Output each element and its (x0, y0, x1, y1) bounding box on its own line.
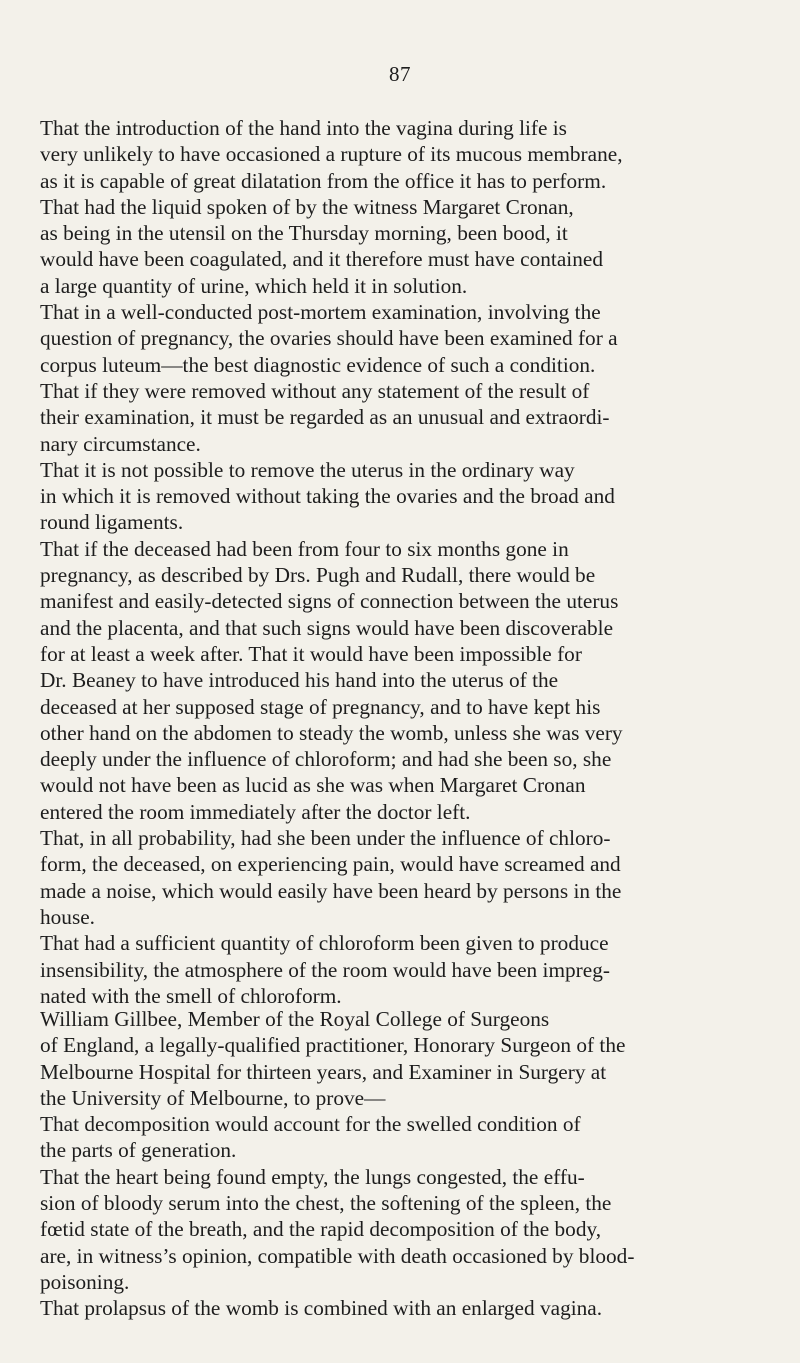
text-line: That it is not possible to remove the uterus in the ordinary way (40, 457, 575, 482)
text-line: manifest and easily-detected signs of connection between the uterus (40, 589, 619, 614)
text-line: That had the liquid spoken of by the witness Margaret Cronan, (40, 194, 574, 219)
text-line: of England, a legally-qualified practitioner, Honorary Surgeon of the (40, 1033, 626, 1058)
text-line: insensibility, the atmosphere of the room would have been impreg- (40, 957, 610, 982)
text-line: That in a well-conducted post-mortem examination, involving the (40, 300, 601, 325)
text-line: That prolapsus of the womb is combined with an enlarged vagina. (40, 1296, 603, 1321)
text-line: That if they were removed without any statement of the result of (40, 378, 590, 403)
testimony-block-a (40, 115, 754, 1009)
text-line: round ligaments. (40, 510, 184, 535)
text-line: nated with the smell of chloroform. (40, 983, 342, 1008)
text-line: nary circumstance. (40, 431, 201, 456)
text-line: very unlikely to have occasioned a rupture of its mucous membrane, (40, 142, 623, 167)
text-line: form, the deceased, on experiencing pain, would have screamed and (40, 852, 621, 877)
text-line: That decomposition would account for the swelled condition of (40, 1112, 581, 1137)
text-line: the parts of generation. (40, 1138, 237, 1163)
text-line: question of pregnancy, the ovaries should have been examined for a (40, 326, 618, 351)
text-line: and the placenta, and that such signs would have been discoverable (40, 615, 614, 640)
text-line: That the heart being found empty, the lungs congested, the effu- (40, 1164, 585, 1189)
text-line: house. (40, 904, 96, 929)
text-line: William Gillbee, Member of the Royal College of Surgeons (40, 1007, 550, 1031)
text-line: deeply under the influence of chloroform; and had she been so, she (40, 747, 612, 772)
text-line: made a noise, which would easily have been heard by persons in the (40, 878, 622, 903)
text-line: Melbourne Hospital for thirteen years, and Examiner in Surgery at (40, 1059, 607, 1084)
text-line: pregnancy, as described by Drs. Pugh and Rudall, there would be (40, 563, 596, 588)
page-number: 87 (389, 62, 411, 86)
text-line: That, in all probability, had she been under the influence of chloro- (40, 826, 611, 851)
text-line: deceased at her supposed stage of pregnancy, and to have kept his (40, 694, 601, 719)
text-line: would not have been as lucid as she was when Margaret Cronan (40, 773, 586, 798)
text-line: their examination, it must be regarded as an unusual and extraordi- (40, 405, 610, 430)
text-line: poisoning. (40, 1269, 130, 1294)
text-line: That had a sufficient quantity of chloroform been given to produce (40, 931, 609, 956)
testimony-block-b (40, 1006, 754, 1322)
text-line: fœtid state of the breath, and the rapid decomposition of the body, (40, 1217, 602, 1242)
text-line: as being in the utensil on the Thursday morning, been bood, it (40, 221, 568, 246)
text-line: for at least a week after. That it would have been impossible for (40, 641, 582, 666)
text-line: other hand on the abdomen to steady the womb, unless she was very (40, 720, 623, 745)
text-line: corpus luteum—the best diagnostic evidence of such a condition. (40, 352, 596, 377)
text-line: would have been coagulated, and it therefore must have contained (40, 247, 603, 272)
text-line: That the introduction of the hand into the vagina during life is (40, 116, 567, 140)
text-line: a large quantity of urine, which held it in solution. (40, 273, 468, 298)
text-line: are, in witness’s opinion, compatible with death occasioned by blood- (40, 1243, 635, 1268)
text-line: in which it is removed without taking the ovaries and the broad and (40, 484, 615, 509)
text-line: the University of Melbourne, to prove— (40, 1085, 386, 1110)
text-line: as it is capable of great dilatation from the office it has to perform. (40, 168, 607, 193)
text-line: sion of bloody serum into the chest, the softening of the spleen, the (40, 1191, 612, 1216)
text-line: That if the deceased had been from four to six months gone in (40, 536, 569, 561)
text-line: entered the room immediately after the doctor left. (40, 799, 471, 824)
text-line: Dr. Beaney to have introduced his hand into the uterus of the (40, 668, 559, 693)
